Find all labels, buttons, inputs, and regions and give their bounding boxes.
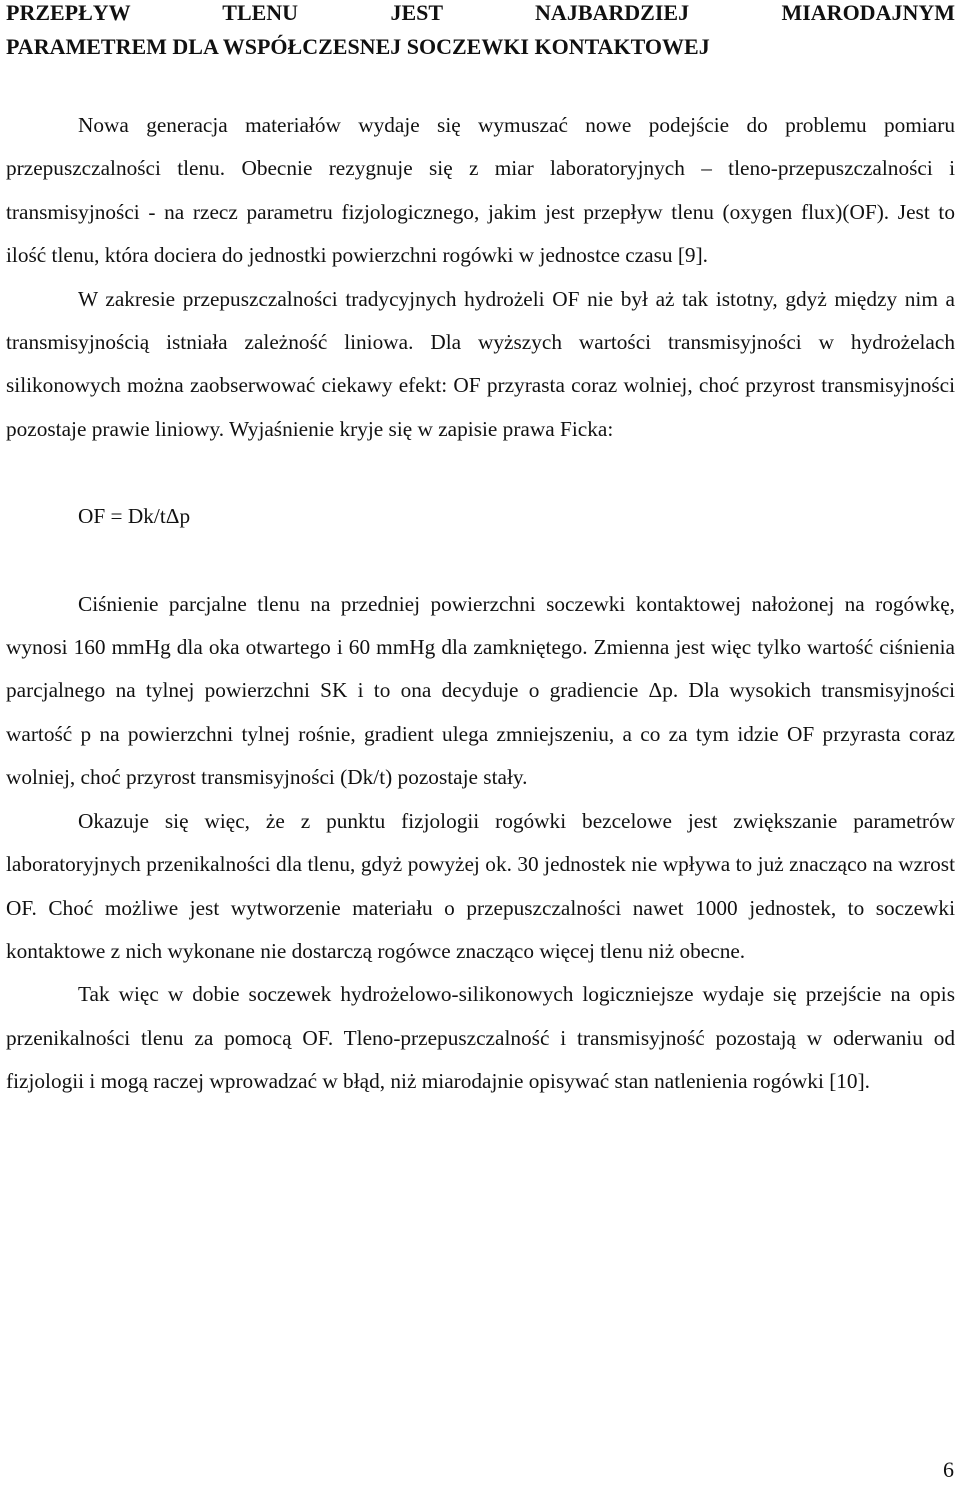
formula-fick-law: OF = Dk/tΔp bbox=[78, 504, 191, 529]
paragraph-hydrogel-transmissibility: W zakresie przepuszczalności tradycyjnych hydrożeli OF nie był aż tak istotny, gdyż między nim a transmisyjnością istniała zależność liniowa. Dla wyższych wartości transmisyjności w hydrożelach silikonowych można zaobserwować ciekawy efekt: OF przyrasta coraz wolniej, choć przyrost transmisyjności pozostaje prawie liniowy. Wyjaśnienie kryje się w zapisie prawa Ficka: bbox=[6, 286, 955, 441]
paragraph-partial-pressure: Ciśnienie parcjalne tlenu na przedniej powierzchni soczewki kontaktowej nałożonej na rogówkę, wynosi 160 mmHg dla oka otwartego i 60 mmHg dla zamkniętego. Zmienna jest więc tylko wartość ciśnienia parcjalnego na tylnej powierzchni SK i to ona decyduje o gradiencie Δp. Dla wysokich transmisyjności wartość p na powierzchni tylnej rośnie, gradient ulega zmniejszeniu, a co za tym idzie OF przyrasta coraz wolniej, choć przyrost transmisyjności (Dk/t) pozostaje stały. bbox=[6, 591, 955, 790]
document-title bbox=[6, 0, 955, 64]
document-page bbox=[6, 0, 955, 1104]
title-line-2: PARAMETREM DLA WSPÓŁCZESNEJ SOCZEWKI KONTAKTOWEJ bbox=[6, 34, 710, 59]
title-line-1: PRZEPŁYW TLENU JEST NAJBARDZIEJ MIARODAJNYM bbox=[6, 0, 955, 25]
paragraph-oxygen-flux-intro: Nowa generacja materiałów wydaje się wymuszać nowe podejście do problemu pomiaru przepuszczalności tlenu. Obecnie rezygnuje się z miar laboratoryjnych – tleno-przepuszczalności i transmisyjności - na rzecz parametru fizjologicznego, jakim jest przepływ tlenu (oxygen flux)(OF). Jest to ilość tlenu, która dociera do jednostki powierzchni rogówki w jednostce czasu [9]. bbox=[6, 113, 955, 268]
paragraph-physiology-conclusion: Okazuje się więc, że z punktu fizjologii rogówki bezcelowe jest zwiększanie parametrów laboratoryjnych przenikalności dla tlenu, gdyż powyżej ok. 30 jednostek nie wpływa to już znacząco na wzrost OF. Choć możliwe jest wytworzenie materiału o przepuszczalności nawet 1000 jednostek, to soczewki kontaktowe z nich wykonane nie dostarczą rogówce znacząco więcej tlenu niż obecne. bbox=[6, 808, 955, 963]
page-number: 6 bbox=[943, 1457, 954, 1482]
paragraph-silicone-hydrogel-summary: Tak więc w dobie soczewek hydrożelowo-silikonowych logiczniejsze wydaje się przejście na opis przenikalności tlenu za pomocą OF. Tleno-przepuszczalność i transmisyjność pozostają w oderwaniu od fizjologii i mogą raczej wprowadzać w błąd, niż miarodajnie opisywać stan natlenienia rogówki [10]. bbox=[6, 982, 955, 1094]
